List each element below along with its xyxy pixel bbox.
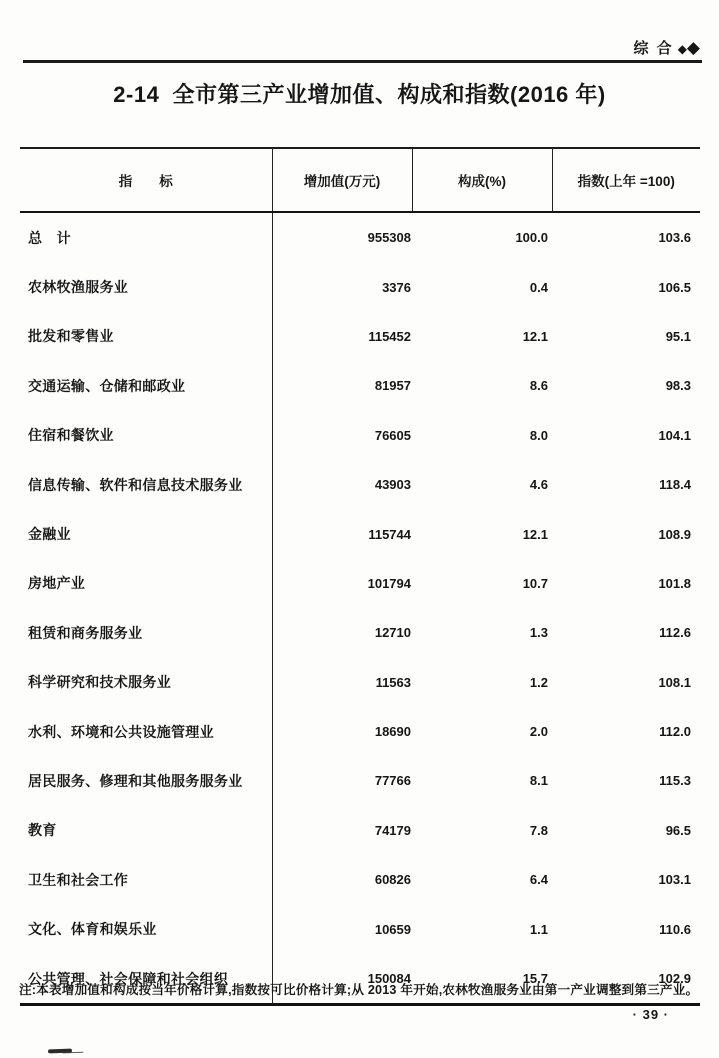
index-cell: 96.5 bbox=[665, 822, 691, 838]
indicator-cell: 农林牧渔服务业 bbox=[20, 262, 272, 311]
table-row bbox=[20, 312, 700, 361]
value-cell: 3376 bbox=[382, 279, 411, 295]
table-row bbox=[20, 262, 700, 311]
value-cell: 150084 bbox=[367, 971, 411, 987]
share-cell: 8.6 bbox=[529, 378, 548, 394]
value-cell: 115744 bbox=[368, 526, 411, 542]
indicator-cell: 金融业 bbox=[20, 509, 272, 558]
indicator-cell: 交通运输、仓储和邮政业 bbox=[20, 361, 272, 410]
value-cell: 10659 bbox=[374, 921, 411, 937]
share-cell: 1.2 bbox=[529, 674, 548, 690]
index-cell: 115.3 bbox=[659, 773, 691, 789]
header-added-value: 增加值(万元) bbox=[272, 148, 412, 212]
page-number: · 39 · bbox=[632, 1007, 669, 1022]
indicator-cell: 文化、体育和娱乐业 bbox=[20, 904, 272, 953]
diamond-icon: ◆ bbox=[677, 42, 687, 56]
index-cell: 108.1 bbox=[658, 674, 691, 690]
value-cell: 74179 bbox=[374, 822, 411, 838]
table-row bbox=[20, 658, 700, 707]
page-title: 2-14 全市第三产业增加值、构成和指数(2016 年) bbox=[113, 82, 606, 107]
indicator-cell: 总 计 bbox=[20, 212, 272, 262]
table-row bbox=[20, 411, 700, 460]
value-cell: 60826 bbox=[374, 872, 411, 888]
value-cell: 12710 bbox=[374, 625, 411, 641]
table-row bbox=[20, 707, 700, 756]
index-cell: 110.6 bbox=[659, 921, 691, 937]
indicator-cell: 科学研究和技术服务业 bbox=[20, 658, 272, 707]
share-cell: 8.1 bbox=[529, 773, 548, 789]
table-row bbox=[20, 806, 700, 855]
index-cell: 112.0 bbox=[659, 724, 691, 740]
indicator-cell: 卫生和社会工作 bbox=[20, 855, 272, 904]
value-cell: 76605 bbox=[374, 427, 411, 443]
table-row bbox=[20, 460, 700, 509]
index-cell: 101.8 bbox=[658, 575, 691, 591]
share-cell: 6.4 bbox=[529, 872, 548, 888]
share-cell: 100.0 bbox=[515, 230, 548, 246]
index-cell: 104.1 bbox=[658, 427, 691, 443]
table-row bbox=[20, 855, 700, 904]
table-body bbox=[20, 212, 700, 1005]
table-note: 注:本表增加值和构成按当年价格计算,指数按可比价格计算;从 2013 年开始,农林牧渔服务业由第一产业调整到第三产业。 bbox=[19, 983, 699, 997]
index-cell: 95.1 bbox=[665, 328, 691, 344]
section-label-text: 综 合 bbox=[633, 40, 674, 57]
header-indicator: 指 标 bbox=[20, 148, 272, 212]
indicator-cell: 居民服务、修理和其他服务服务业 bbox=[20, 756, 272, 805]
section-label bbox=[634, 37, 700, 58]
indicator-cell: 住宿和餐饮业 bbox=[20, 411, 272, 460]
index-cell: 112.6 bbox=[659, 625, 691, 641]
index-cell: 118.4 bbox=[659, 477, 691, 493]
share-cell: 7.8 bbox=[529, 822, 548, 838]
value-cell: 77766 bbox=[374, 773, 411, 789]
indicator-cell: 批发和零售业 bbox=[20, 312, 272, 361]
index-cell: 108.9 bbox=[658, 526, 691, 542]
table-row bbox=[20, 756, 700, 805]
index-cell: 98.3 bbox=[665, 378, 691, 394]
diamond-icon: ◆ bbox=[686, 38, 700, 57]
share-cell: 8.0 bbox=[529, 427, 548, 443]
scan-artifact bbox=[48, 1049, 72, 1054]
value-cell: 18690 bbox=[374, 724, 411, 740]
share-cell: 12.1 bbox=[522, 328, 548, 344]
indicator-cell: 公共管理、社会保障和社会组织 bbox=[20, 954, 272, 1005]
indicator-cell: 租赁和商务服务业 bbox=[20, 608, 272, 657]
table-row bbox=[20, 509, 700, 558]
share-cell: 1.1 bbox=[529, 921, 548, 937]
header-rule bbox=[23, 60, 702, 63]
value-cell: 115452 bbox=[368, 328, 411, 344]
value-cell: 43903 bbox=[374, 477, 411, 493]
share-cell: 4.6 bbox=[529, 477, 548, 493]
share-cell: 12.1 bbox=[522, 526, 548, 542]
header-index: 指数(上年 =100) bbox=[552, 148, 700, 212]
indicator-cell: 信息传输、软件和信息技术服务业 bbox=[20, 460, 272, 509]
table-row bbox=[20, 212, 700, 262]
share-cell: 0.4 bbox=[529, 279, 548, 295]
table-row bbox=[20, 361, 700, 410]
value-cell: 955308 bbox=[367, 230, 411, 246]
share-cell: 2.0 bbox=[529, 724, 548, 740]
value-cell: 81957 bbox=[374, 378, 411, 394]
share-cell: 10.7 bbox=[522, 575, 548, 591]
table-row bbox=[20, 608, 700, 657]
share-cell: 1.3 bbox=[529, 625, 548, 641]
share-cell: 15.7 bbox=[522, 971, 548, 987]
index-cell: 102.9 bbox=[658, 971, 691, 987]
table-header-row bbox=[20, 148, 700, 212]
header-composition: 构成(%) bbox=[412, 148, 552, 212]
indicator-cell: 水利、环境和公共设施管理业 bbox=[20, 707, 272, 756]
table-row bbox=[20, 559, 700, 608]
table-row bbox=[20, 904, 700, 953]
indicator-cell: 教育 bbox=[20, 806, 272, 855]
index-cell: 103.1 bbox=[658, 872, 691, 888]
indicator-cell: 房地产业 bbox=[20, 559, 272, 608]
value-cell: 11563 bbox=[375, 674, 411, 690]
index-cell: 106.5 bbox=[658, 279, 691, 295]
value-cell: 101794 bbox=[367, 575, 411, 591]
index-cell: 103.6 bbox=[658, 230, 691, 246]
statistics-table bbox=[20, 147, 700, 1006]
